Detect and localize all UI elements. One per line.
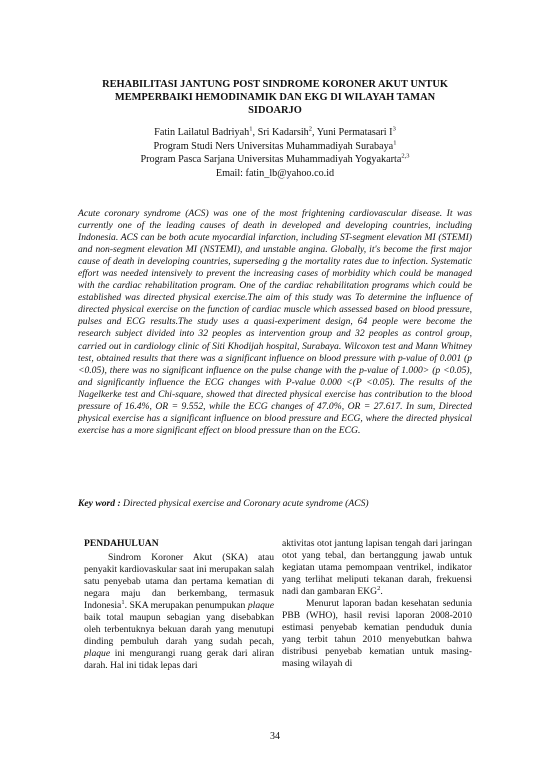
intro-paragraph-2: Menurut laporan badan kesehatan sedunia PBB (WHO), hasil revisi laporan 2008-2010 estimasi penyebab kematian penduduk dunia yang terbit tahun 2010 menyebutkan bahwa distribusi penyebab kematian untuk masing-masing wilayah di [282,598,472,670]
intro-paragraph-1: Sindrom Koroner Akut (SKA) atau penyakit kardiovaskular saat ini merupakan salah satu penyebab utama dan pertama kematian di negara maju dan berkembang, termasuk Indonesia$^1$. SKA merupakan penumpukan plaque baik total maupun sebagian yang disebabkan oleh terbentuknya bekuan darah yang menutupi dinding pembuluh darah yang sudah pecah, plaque ini mengurangi ruang gerak dari aliran darah. Hal ini tidak lepas dari [84,552,274,672]
section-heading: PENDAHULUAN [84,538,159,549]
paper-title [70,78,480,117]
author-names: Fatin Lailatul Badriyah$^1$, Sri Kadarsih$^2$, Yuni Permatasari $I^3$ [154,125,396,138]
left-column [84,538,274,673]
author-email: Email: fatin_lb@yahoo.co.id [215,167,335,179]
author-block [70,126,480,180]
page-number: 34 [270,731,280,742]
affiliation-2: Program Pasca Sarjana Universitas Muhammadiyah Yogyakarta$^{2,3}$ [140,152,410,166]
title-line-1: REHABILITASI JANTUNG POST SINDROME KORONER AKUT UNTUK [102,79,448,90]
affiliation-1: Program Studi Ners Universitas Muhammadiyah Surabaya$^1$ [153,139,397,152]
right-column [282,538,472,671]
keyword-label: Key word : [78,498,121,509]
title-line-3: SIDOARJO [248,105,302,116]
intro-paragraph-1-cont: aktivitas otot jantung lapisan tengah dari jaringan otot yang tebal, dan bertanggung jawab untuk kegiatan utama pemompaan ventrikel, indikator yang terlihat meliputi tekanan darah, frekuensi nadi dan gambaran EKG$^2$. [282,538,472,598]
keyword-text: Directed physical exercise and Coronary acute syndrome (ACS) [120,498,369,509]
title-line-2: MEMPERBAIKI HEMODINAMIK DAN EKG DI WILAYAH TAMAN [114,92,436,103]
abstract: Acute coronary syndrome (ACS) was one of the most frightening cardiovascular disease. It was currently one of the leading causes of death in developed and developing countries, including Indonesia. ACS can be both acute myocardial infarction, including ST-segment elevation MI (STEMI) and non-segment elevation MI (NSTEMI), and unstable angina. Globally, it's become the first major cause of death in developing countries, superseding g the mortality rates due to infection. Systematic effort was needed intensively to prevent the increasing cases of morbidity which could be managed with the cardiac rehabilitation program. One of the cardiac rehabilitation programs which could be established was directed physical exercise.The aim of this study was To determine the influence of directed physical exercise on the function of cardiac muscle which assessed based on blood pressure, pulses and ECG results.The study uses a quasi-experiment design, 64 people were become the research subject divided into 32 peoples as intervention group and 32 peoples as control group, carried out in cardiology clinic of Siti Khodijah hospital, Surabaya. Wilcoxon test and Mann Whitney test, obtained results that there was a significant influence on blood pressure with p-value of 0.001 (p <0.05), there was no significant influence on the pulse change with the p-value of 1.000> (p <0.05), and significantly influence the ECG changes with P-value 0.000 <(P <0.05). The results of the Nagelkerke test and Chi-square, showed that directed physical exercise has contribution to the blood pressure of 16.4%, OR = 9.552, while the ECG changes of 47.0%, OR = 27.617. In sum, Directed physical exercise has a significant influence on blood pressure and ECG, where the directed physical exercise has a more significant effect on blood pressure than on the ECG. [78,208,472,436]
keywords [78,498,472,510]
